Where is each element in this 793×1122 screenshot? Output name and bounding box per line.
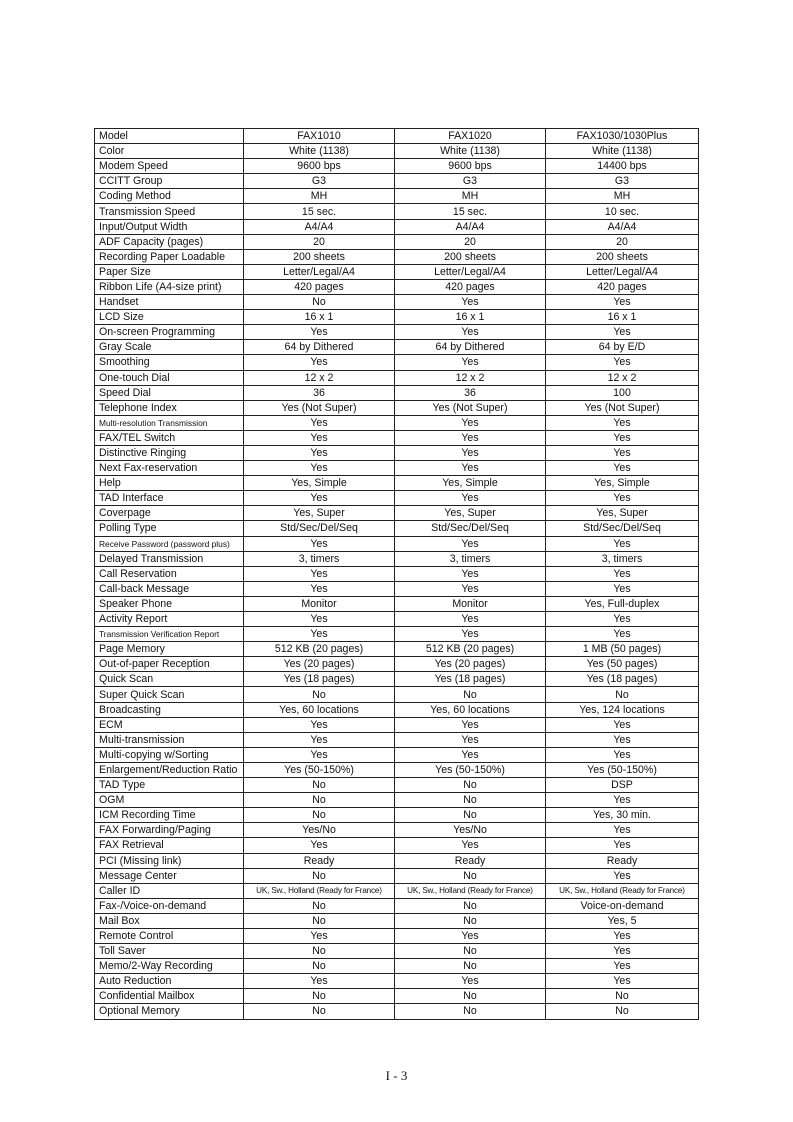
value-cell: No [546,1004,699,1019]
spec-table-body [95,129,699,1020]
table-row [95,566,699,581]
value-cell: Yes [546,627,699,642]
table-row [95,868,699,883]
feature-name-cell: LCD Size [95,310,244,325]
value-cell: Yes [395,355,546,370]
table-row [95,1004,699,1019]
table-row [95,672,699,687]
value-cell: Yes [546,838,699,853]
value-cell: 512 KB (20 pages) [244,642,395,657]
feature-name-cell: Activity Report [95,612,244,627]
value-cell: Yes [395,612,546,627]
value-cell: 1 MB (50 pages) [546,642,699,657]
table-row [95,581,699,596]
value-cell: Yes [546,959,699,974]
table-row [95,642,699,657]
table-row [95,461,699,476]
value-cell: Yes (Not Super) [244,400,395,415]
table-row [95,234,699,249]
value-cell: Yes/No [244,823,395,838]
value-cell: Yes [395,445,546,460]
value-cell: 3, timers [546,551,699,566]
value-cell: Yes [546,415,699,430]
value-cell: 420 pages [546,279,699,294]
value-cell: Yes [546,612,699,627]
table-row [95,883,699,898]
value-cell: Yes [244,581,395,596]
feature-name-cell: Multi-transmission [95,732,244,747]
value-cell: Yes [546,536,699,551]
table-row [95,627,699,642]
feature-name-cell: Multi-resolution Transmission [95,415,244,430]
table-row [95,445,699,460]
value-cell: Yes (18 pages) [546,672,699,687]
value-cell: 200 sheets [546,249,699,264]
value-cell: White (1138) [546,144,699,159]
value-cell: Yes [244,415,395,430]
value-cell: No [395,989,546,1004]
value-cell: Letter/Legal/A4 [244,264,395,279]
value-cell: 36 [395,385,546,400]
feature-name-cell: OGM [95,793,244,808]
feature-name-cell: Paper Size [95,264,244,279]
value-cell: Yes [244,445,395,460]
value-cell: No [395,959,546,974]
value-cell: Yes [546,566,699,581]
value-cell: Yes/No [395,823,546,838]
value-cell: UK, Sw., Holland (Ready for France) [395,883,546,898]
table-row [95,536,699,551]
value-cell: White (1138) [395,144,546,159]
value-cell: Yes [546,461,699,476]
feature-name-cell: CCITT Group [95,174,244,189]
value-cell: Yes [546,793,699,808]
feature-name-cell: Input/Output Width [95,219,244,234]
value-cell: 20 [546,234,699,249]
table-row [95,612,699,627]
feature-name-cell: Optional Memory [95,1004,244,1019]
table-row [95,793,699,808]
value-cell: Yes (Not Super) [395,400,546,415]
feature-name-cell: Fax-/Voice-on-demand [95,898,244,913]
feature-name-cell: Transmission Speed [95,204,244,219]
feature-name-cell: FAX Forwarding/Paging [95,823,244,838]
table-row [95,853,699,868]
table-row [95,717,699,732]
value-cell: DSP [546,778,699,793]
table-row [95,732,699,747]
table-row [95,657,699,672]
table-row [95,491,699,506]
value-cell: No [395,898,546,913]
value-cell: Yes (20 pages) [244,657,395,672]
value-cell: Yes [395,838,546,853]
value-cell: G3 [546,174,699,189]
value-cell: 9600 bps [395,159,546,174]
table-row [95,174,699,189]
value-cell: No [244,778,395,793]
value-cell: Yes [244,612,395,627]
value-cell: Yes [546,868,699,883]
table-row [95,249,699,264]
feature-name-cell: ECM [95,717,244,732]
table-row [95,295,699,310]
value-cell: MH [546,189,699,204]
value-cell: A4/A4 [395,219,546,234]
model-fax1030-header: FAX1030/1030Plus [546,129,699,144]
feature-name-cell: Smoothing [95,355,244,370]
value-cell: No [244,793,395,808]
value-cell: 420 pages [244,279,395,294]
feature-name-cell: Polling Type [95,521,244,536]
feature-name-cell: Confidential Mailbox [95,989,244,1004]
table-row [95,219,699,234]
value-cell: Yes (20 pages) [395,657,546,672]
value-cell: Yes [244,355,395,370]
value-cell: No [244,868,395,883]
feature-name-cell: Transmission Verification Report [95,627,244,642]
value-cell: A4/A4 [546,219,699,234]
value-cell: G3 [244,174,395,189]
value-cell: 15 sec. [244,204,395,219]
value-cell: Yes [546,928,699,943]
feature-name-cell: Auto Reduction [95,974,244,989]
value-cell: White (1138) [244,144,395,159]
value-cell: No [244,1004,395,1019]
value-cell: A4/A4 [244,219,395,234]
value-cell: No [244,913,395,928]
feature-name-cell: FAX Retrieval [95,838,244,853]
value-cell: Std/Sec/Del/Seq [244,521,395,536]
table-row [95,702,699,717]
feature-name-cell: Super Quick Scan [95,687,244,702]
value-cell: No [395,778,546,793]
value-cell: Yes, 60 locations [244,702,395,717]
table-row [95,310,699,325]
value-cell: 100 [546,385,699,400]
value-cell: G3 [395,174,546,189]
value-cell: Monitor [244,596,395,611]
feature-name-cell: TAD Type [95,778,244,793]
value-cell: No [546,989,699,1004]
table-row [95,687,699,702]
table-row [95,144,699,159]
value-cell: Yes, Super [546,506,699,521]
value-cell: Yes [546,581,699,596]
feature-name-cell: Gray Scale [95,340,244,355]
value-cell: Yes [395,717,546,732]
value-cell: Yes [395,430,546,445]
value-cell: Yes [546,295,699,310]
feature-name-cell: ICM Recording Time [95,808,244,823]
value-cell: No [244,944,395,959]
value-cell: Yes [244,461,395,476]
value-cell: 3, timers [244,551,395,566]
table-row [95,189,699,204]
table-row [95,385,699,400]
table-row [95,974,699,989]
value-cell: Yes, Simple [546,476,699,491]
value-cell: Letter/Legal/A4 [546,264,699,279]
value-cell: 200 sheets [395,249,546,264]
value-cell: No [395,687,546,702]
feature-name-cell: Recording Paper Loadable [95,249,244,264]
value-cell: Yes, 60 locations [395,702,546,717]
value-cell: Yes [244,732,395,747]
feature-name-cell: Coding Method [95,189,244,204]
value-cell: Voice-on-demand [546,898,699,913]
value-cell: Yes [244,747,395,762]
feature-name-cell: TAD Interface [95,491,244,506]
table-row [95,778,699,793]
value-cell: No [546,687,699,702]
feature-name-cell: One-touch Dial [95,370,244,385]
table-row [95,370,699,385]
value-cell: Yes [244,491,395,506]
feature-name-cell: PCI (Missing link) [95,853,244,868]
value-cell: Yes [546,445,699,460]
value-cell: Yes, Simple [395,476,546,491]
value-cell: Yes [546,974,699,989]
feature-name-cell: ADF Capacity (pages) [95,234,244,249]
value-cell: 15 sec. [395,204,546,219]
header-label-cell: Model [95,129,244,144]
value-cell: Yes [395,581,546,596]
table-row [95,204,699,219]
feature-name-cell: Enlargement/Reduction Ratio [95,762,244,777]
feature-name-cell: Speed Dial [95,385,244,400]
table-row [95,355,699,370]
table-row [95,325,699,340]
value-cell: Yes [546,717,699,732]
value-cell: No [244,295,395,310]
value-cell: 9600 bps [244,159,395,174]
value-cell: 12 x 2 [244,370,395,385]
feature-name-cell: Receive Password (password plus) [95,536,244,551]
value-cell: Std/Sec/Del/Seq [546,521,699,536]
value-cell: Yes [244,430,395,445]
feature-name-cell: On-screen Programming [95,325,244,340]
value-cell: Yes [546,747,699,762]
value-cell: MH [395,189,546,204]
table-row [95,823,699,838]
feature-name-cell: Distinctive Ringing [95,445,244,460]
feature-name-cell: Memo/2-Way Recording [95,959,244,974]
value-cell: Yes [395,325,546,340]
feature-name-cell: Mail Box [95,913,244,928]
value-cell: 12 x 2 [395,370,546,385]
feature-name-cell: Quick Scan [95,672,244,687]
table-row [95,340,699,355]
value-cell: No [395,913,546,928]
page-number: I - 3 [385,1068,408,1083]
value-cell: Yes, Super [395,506,546,521]
feature-name-cell: Speaker Phone [95,596,244,611]
table-row [95,898,699,913]
feature-name-cell: Caller ID [95,883,244,898]
value-cell: 36 [244,385,395,400]
value-cell: 20 [244,234,395,249]
feature-name-cell: Handset [95,295,244,310]
value-cell: No [395,793,546,808]
feature-name-cell: Delayed Transmission [95,551,244,566]
value-cell: Yes [244,838,395,853]
value-cell: No [395,808,546,823]
value-cell: No [244,687,395,702]
value-cell: Yes [244,627,395,642]
table-row [95,959,699,974]
value-cell: Yes [395,928,546,943]
value-cell: Yes, 30 min. [546,808,699,823]
feature-name-cell: Toll Saver [95,944,244,959]
table-row [95,838,699,853]
feature-name-cell: Page Memory [95,642,244,657]
table-row [95,551,699,566]
table-row [95,430,699,445]
spec-table [94,128,699,1020]
value-cell: UK, Sw., Holland (Ready for France) [546,883,699,898]
table-row [95,521,699,536]
value-cell: No [244,959,395,974]
value-cell: Yes [395,491,546,506]
header-row [95,129,699,144]
value-cell: 3, timers [395,551,546,566]
value-cell: 512 KB (20 pages) [395,642,546,657]
table-row [95,159,699,174]
table-row [95,279,699,294]
value-cell: 64 by E/D [546,340,699,355]
feature-name-cell: Remote Control [95,928,244,943]
value-cell: Yes [395,747,546,762]
table-row [95,808,699,823]
feature-name-cell: FAX/TEL Switch [95,430,244,445]
value-cell: Letter/Legal/A4 [395,264,546,279]
feature-name-cell: Call-back Message [95,581,244,596]
value-cell: Yes [395,627,546,642]
table-row [95,596,699,611]
value-cell: Yes (50 pages) [546,657,699,672]
value-cell: 10 sec. [546,204,699,219]
value-cell: Yes (18 pages) [244,672,395,687]
value-cell: No [395,944,546,959]
value-cell: Yes, Simple [244,476,395,491]
value-cell: Yes [395,536,546,551]
value-cell: Yes [546,355,699,370]
table-row [95,400,699,415]
value-cell: 20 [395,234,546,249]
table-row [95,476,699,491]
feature-name-cell: Next Fax-reservation [95,461,244,476]
value-cell: Yes [546,823,699,838]
feature-name-cell: Message Center [95,868,244,883]
value-cell: Yes [546,491,699,506]
value-cell: Yes [244,536,395,551]
table-row [95,264,699,279]
model-fax1010-header: FAX1010 [244,129,395,144]
feature-name-cell: Telephone Index [95,400,244,415]
value-cell: Yes, Super [244,506,395,521]
table-row [95,928,699,943]
value-cell: 14400 bps [546,159,699,174]
value-cell: No [244,808,395,823]
value-cell: 16 x 1 [546,310,699,325]
table-row [95,944,699,959]
value-cell: Yes (50-150%) [546,762,699,777]
value-cell: Std/Sec/Del/Seq [395,521,546,536]
feature-name-cell: Modem Speed [95,159,244,174]
value-cell: 12 x 2 [546,370,699,385]
value-cell: Yes [395,566,546,581]
model-fax1020-header: FAX1020 [395,129,546,144]
feature-name-cell: Help [95,476,244,491]
feature-name-cell: Broadcasting [95,702,244,717]
table-row [95,747,699,762]
value-cell: 16 x 1 [395,310,546,325]
value-cell: Yes [395,295,546,310]
table-row [95,762,699,777]
value-cell: Yes [244,928,395,943]
value-cell: Yes, 124 locations [546,702,699,717]
value-cell: Yes [546,732,699,747]
feature-name-cell: Call Reservation [95,566,244,581]
value-cell: 64 by Dithered [395,340,546,355]
table-row [95,506,699,521]
value-cell: UK, Sw., Holland (Ready for France) [244,883,395,898]
value-cell: Yes [395,732,546,747]
value-cell: Monitor [395,596,546,611]
value-cell: Ready [546,853,699,868]
value-cell: Yes [395,415,546,430]
value-cell: 64 by Dithered [244,340,395,355]
table-row [95,913,699,928]
value-cell: Yes [395,974,546,989]
feature-name-cell: Ribbon Life (A4-size print) [95,279,244,294]
feature-name-cell: Multi-copying w/Sorting [95,747,244,762]
value-cell: Yes [244,974,395,989]
feature-name-cell: Color [95,144,244,159]
value-cell: Yes (50-150%) [244,762,395,777]
value-cell: Yes [244,717,395,732]
value-cell: Yes [244,566,395,581]
feature-name-cell: Out-of-paper Reception [95,657,244,672]
table-row [95,989,699,1004]
value-cell: Yes [546,944,699,959]
value-cell: Ready [395,853,546,868]
value-cell: No [244,898,395,913]
value-cell: Ready [244,853,395,868]
value-cell: 16 x 1 [244,310,395,325]
value-cell: No [395,1004,546,1019]
value-cell: Yes (Not Super) [546,400,699,415]
value-cell: Yes [546,325,699,340]
value-cell: 420 pages [395,279,546,294]
value-cell: Yes, 5 [546,913,699,928]
value-cell: No [244,989,395,1004]
value-cell: 200 sheets [244,249,395,264]
table-row [95,415,699,430]
value-cell: Yes [395,461,546,476]
value-cell: MH [244,189,395,204]
value-cell: No [395,868,546,883]
value-cell: Yes (18 pages) [395,672,546,687]
value-cell: Yes (50-150%) [395,762,546,777]
value-cell: Yes, Full-duplex [546,596,699,611]
value-cell: Yes [244,325,395,340]
value-cell: Yes [546,430,699,445]
feature-name-cell: Coverpage [95,506,244,521]
